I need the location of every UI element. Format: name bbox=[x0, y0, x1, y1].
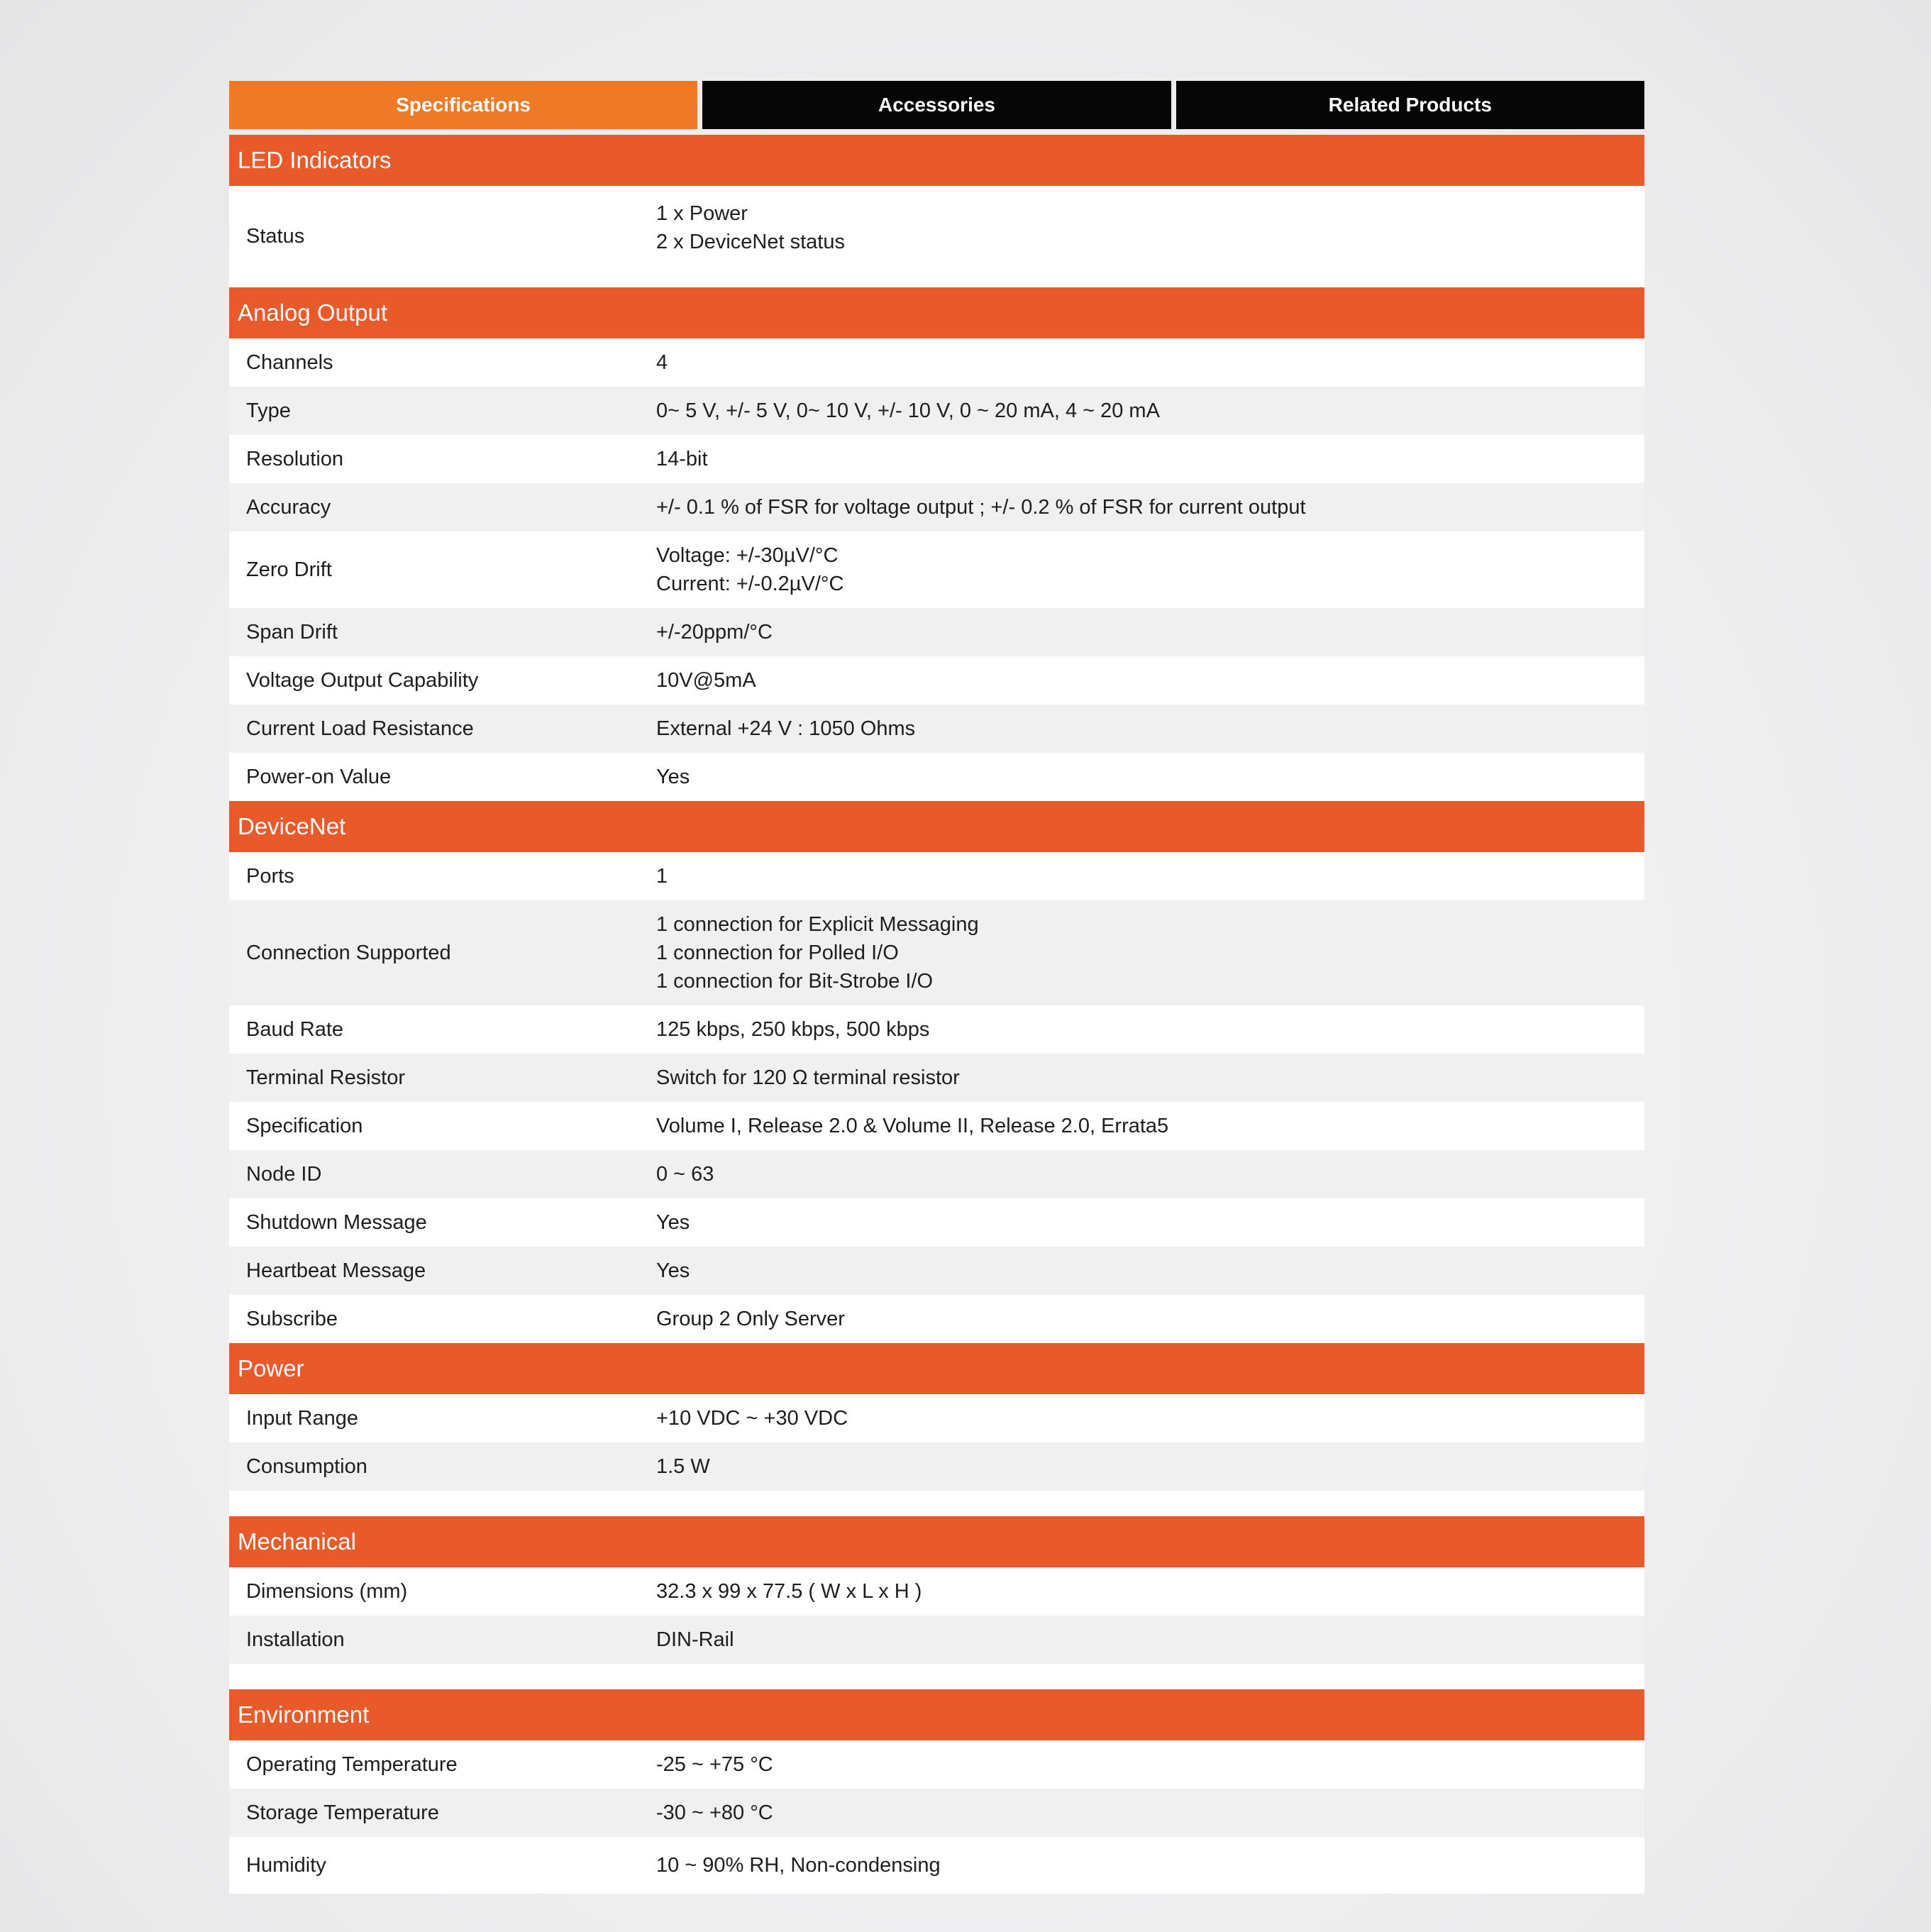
row-label: Zero Drift bbox=[246, 558, 332, 581]
value-line: 1 bbox=[656, 865, 668, 888]
row-value bbox=[656, 852, 1644, 900]
value-line: -30 ~ +80 °C bbox=[656, 1801, 773, 1824]
value-line: 1 connection for Bit-Strobe I/O bbox=[656, 970, 934, 993]
row-label: Ports bbox=[246, 864, 294, 888]
value-line: Yes bbox=[656, 1211, 690, 1234]
value-line: Voltage: +/-30µV/°C bbox=[656, 544, 839, 567]
table-row bbox=[229, 338, 1644, 387]
row-value bbox=[656, 1102, 1644, 1150]
section-header-power: Power bbox=[229, 1343, 1644, 1394]
section-header-environment: Environment bbox=[229, 1689, 1644, 1740]
table-row bbox=[229, 1789, 1644, 1837]
row-label: Span Drift bbox=[246, 620, 338, 644]
spec-table bbox=[229, 135, 1644, 1894]
section-spacer bbox=[229, 1664, 1644, 1689]
table-row bbox=[229, 608, 1644, 656]
tab-bar bbox=[229, 81, 1644, 129]
row-value bbox=[656, 656, 1644, 705]
table-row bbox=[229, 531, 1644, 608]
table-row bbox=[229, 1442, 1644, 1491]
row-value bbox=[656, 1789, 1644, 1837]
row-value bbox=[656, 1295, 1644, 1343]
table-row bbox=[229, 852, 1644, 900]
value-line: 1 x Power bbox=[656, 202, 748, 225]
section-header-led-indicators: LED Indicators bbox=[229, 135, 1644, 186]
table-row bbox=[229, 435, 1644, 483]
row-value bbox=[656, 1005, 1644, 1054]
row-label: Current Load Resistance bbox=[246, 717, 474, 740]
row-label: Voltage Output Capability bbox=[246, 668, 479, 692]
row-label: Terminal Resistor bbox=[246, 1066, 405, 1089]
value-line: Yes bbox=[656, 766, 690, 788]
row-label: Storage Temperature bbox=[246, 1801, 439, 1824]
value-line: DIN-Rail bbox=[656, 1628, 734, 1651]
value-line: 125 kbps, 250 kbps, 500 kbps bbox=[656, 1018, 930, 1041]
table-row bbox=[229, 1567, 1644, 1616]
row-value bbox=[656, 1394, 1644, 1442]
row-value bbox=[656, 338, 1644, 387]
value-line: External +24 V : 1050 Ohms bbox=[656, 717, 916, 740]
row-value bbox=[656, 900, 1644, 1005]
row-label: Power-on Value bbox=[246, 765, 392, 788]
row-value bbox=[656, 435, 1644, 483]
row-value bbox=[656, 531, 1644, 608]
table-row bbox=[229, 1295, 1644, 1343]
table-row bbox=[229, 186, 1644, 287]
table-row bbox=[229, 656, 1644, 705]
value-line: 1 connection for Explicit Messaging bbox=[656, 913, 979, 936]
table-row bbox=[229, 1394, 1644, 1442]
row-label: Baud Rate bbox=[246, 1017, 344, 1041]
value-line: 1 connection for Polled I/O bbox=[656, 942, 899, 964]
value-line: Current: +/-0.2µV/°C bbox=[656, 573, 844, 595]
row-label: Humidity bbox=[246, 1853, 326, 1877]
table-row bbox=[229, 753, 1644, 801]
table-row bbox=[229, 1054, 1644, 1102]
row-label: Node ID bbox=[246, 1162, 322, 1186]
table-row bbox=[229, 1198, 1644, 1247]
value-line: Volume I, Release 2.0 & Volume II, Release 2.0, Errata5 bbox=[656, 1115, 1169, 1137]
tab-specifications[interactable]: Specifications bbox=[229, 81, 697, 129]
row-value bbox=[656, 608, 1644, 656]
value-line: +/- 0.1 % of FSR for voltage output ; +/- 0.2 % of FSR for current output bbox=[656, 496, 1306, 519]
table-row bbox=[229, 387, 1644, 435]
row-label: Dimensions (mm) bbox=[246, 1579, 408, 1603]
tab-related-products[interactable]: Related Products bbox=[1176, 81, 1644, 129]
value-line: +10 VDC ~ +30 VDC bbox=[656, 1407, 848, 1430]
value-line: Yes bbox=[656, 1259, 690, 1282]
table-row bbox=[229, 1150, 1644, 1198]
tab-accessories[interactable]: Accessories bbox=[702, 81, 1171, 129]
row-value bbox=[656, 1616, 1644, 1664]
value-line: 4 bbox=[656, 351, 668, 374]
row-label: Input Range bbox=[246, 1406, 359, 1430]
table-row bbox=[229, 1102, 1644, 1150]
spec-panel bbox=[229, 81, 1644, 1894]
value-line: Group 2 Only Server bbox=[656, 1308, 845, 1330]
table-row bbox=[229, 705, 1644, 753]
row-label: Connection Supported bbox=[246, 941, 451, 964]
row-value bbox=[656, 1442, 1644, 1491]
row-value bbox=[656, 483, 1644, 531]
row-label: Consumption bbox=[246, 1454, 367, 1478]
table-row bbox=[229, 1247, 1644, 1295]
table-row bbox=[229, 900, 1644, 1005]
row-value bbox=[656, 1247, 1644, 1295]
section-spacer bbox=[229, 1491, 1644, 1516]
row-value bbox=[656, 1198, 1644, 1247]
row-label: Operating Temperature bbox=[246, 1752, 458, 1776]
table-row bbox=[229, 1837, 1644, 1894]
row-label: Accuracy bbox=[246, 495, 331, 519]
value-line: 0 ~ 63 bbox=[656, 1163, 714, 1186]
row-value bbox=[656, 1150, 1644, 1198]
row-value bbox=[656, 1841, 1644, 1889]
value-line: 2 x DeviceNet status bbox=[656, 230, 845, 253]
section-header-mechanical: Mechanical bbox=[229, 1516, 1644, 1567]
table-row bbox=[229, 1616, 1644, 1664]
row-label: Type bbox=[246, 399, 291, 422]
row-value bbox=[656, 753, 1644, 801]
row-value bbox=[656, 705, 1644, 753]
table-row bbox=[229, 483, 1644, 531]
table-row bbox=[229, 1740, 1644, 1789]
section-header-devicenet: DeviceNet bbox=[229, 801, 1644, 852]
row-value bbox=[656, 189, 1644, 285]
row-label: Specification bbox=[246, 1114, 363, 1137]
row-label: Subscribe bbox=[246, 1307, 338, 1330]
row-label: Resolution bbox=[246, 447, 344, 470]
table-row bbox=[229, 1005, 1644, 1054]
value-line: 1.5 W bbox=[656, 1455, 710, 1478]
row-value bbox=[656, 1054, 1644, 1102]
value-line: 0~ 5 V, +/- 5 V, 0~ 10 V, +/- 10 V, 0 ~ 20 mA, 4 ~ 20 mA bbox=[656, 399, 1160, 422]
row-value bbox=[656, 1567, 1644, 1616]
row-label: Heartbeat Message bbox=[246, 1259, 426, 1282]
row-value bbox=[656, 387, 1644, 435]
row-label: Status bbox=[246, 225, 305, 248]
row-value bbox=[656, 1740, 1644, 1789]
row-label: Shutdown Message bbox=[246, 1210, 427, 1234]
value-line: +/-20ppm/°C bbox=[656, 621, 773, 644]
value-line: 14-bit bbox=[656, 448, 708, 470]
value-line: Switch for 120 Ω terminal resistor bbox=[656, 1066, 960, 1089]
section-header-analog-output: Analog Output bbox=[229, 287, 1644, 338]
value-line: 10V@5mA bbox=[656, 669, 756, 692]
value-line: -25 ~ +75 °C bbox=[656, 1753, 773, 1776]
row-label: Channels bbox=[246, 350, 333, 374]
value-line: 32.3 x 99 x 77.5 ( W x L x H ) bbox=[656, 1580, 922, 1603]
value-line: 10 ~ 90% RH, Non-condensing bbox=[656, 1854, 941, 1877]
row-label: Installation bbox=[246, 1628, 345, 1651]
